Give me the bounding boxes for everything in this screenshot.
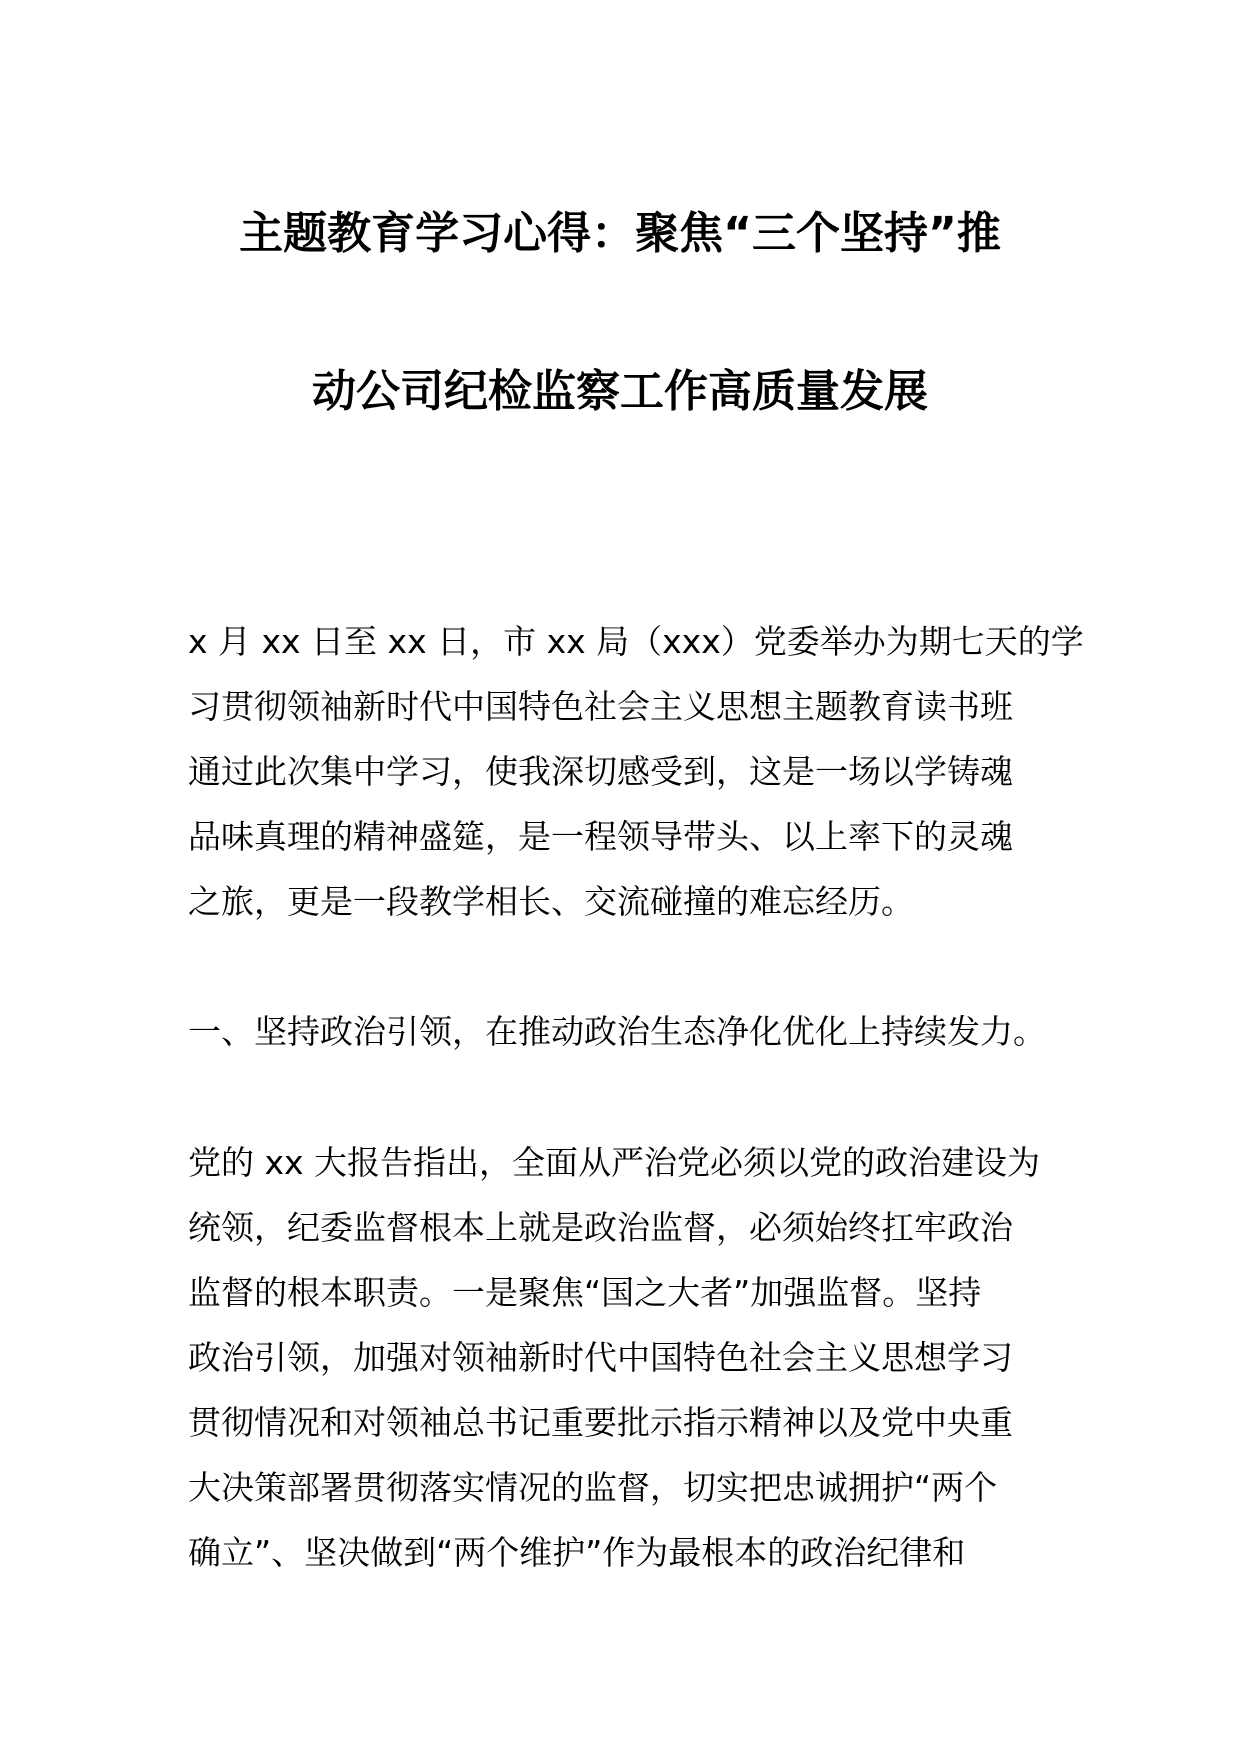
paragraph-1-line-1: x 月 xx 日至 xx 日，市 xx 局（xxx）党委举办为期七天的学 bbox=[188, 622, 1084, 661]
paragraph-1-line-2: 习贯彻领袖新时代中国特色社会主义思想主题教育读书班 bbox=[188, 687, 1013, 726]
paragraph-3-line-4: 政治引领，加强对领袖新时代中国特色社会主义思想学习 bbox=[188, 1338, 1013, 1377]
section-heading-1: 一、坚持政治引领，在推动政治生态净化优化上持续发力。 bbox=[188, 1012, 1046, 1051]
document-title-line-1: 主题教育学习心得：聚焦“三个坚持”推 bbox=[239, 208, 1001, 259]
document-title-line-2: 动公司纪检监察工作高质量发展 bbox=[312, 366, 928, 417]
paragraph-3-line-2: 统领，纪委监督根本上就是政治监督，必须始终扛牢政治 bbox=[188, 1208, 1013, 1247]
paragraph-1-line-4: 品味真理的精神盛筵，是一程领导带头、以上率下的灵魂 bbox=[188, 817, 1013, 856]
paragraph-3-line-6: 大决策部署贯彻落实情况的监督，切实把忠诚拥护“两个 bbox=[188, 1468, 998, 1507]
paragraph-3-line-1: 党的 xx 大报告指出，全面从严治党必须以党的政治建设为 bbox=[188, 1143, 1041, 1182]
paragraph-1-line-5: 之旅，更是一段教学相长、交流碰撞的难忘经历。 bbox=[188, 882, 914, 921]
paragraph-3-line-7: 确立”、坚决做到“两个维护”作为最根本的政治纪律和 bbox=[188, 1533, 966, 1572]
paragraph-3-line-5: 贯彻情况和对领袖总书记重要批示指示精神以及党中央重 bbox=[188, 1403, 1013, 1442]
paragraph-1-line-3: 通过此次集中学习，使我深切感受到，这是一场以学铸魂 bbox=[188, 752, 1013, 791]
paragraph-3-line-3: 监督的根本职责。一是聚焦“国之大者”加强监督。坚持 bbox=[188, 1273, 982, 1312]
